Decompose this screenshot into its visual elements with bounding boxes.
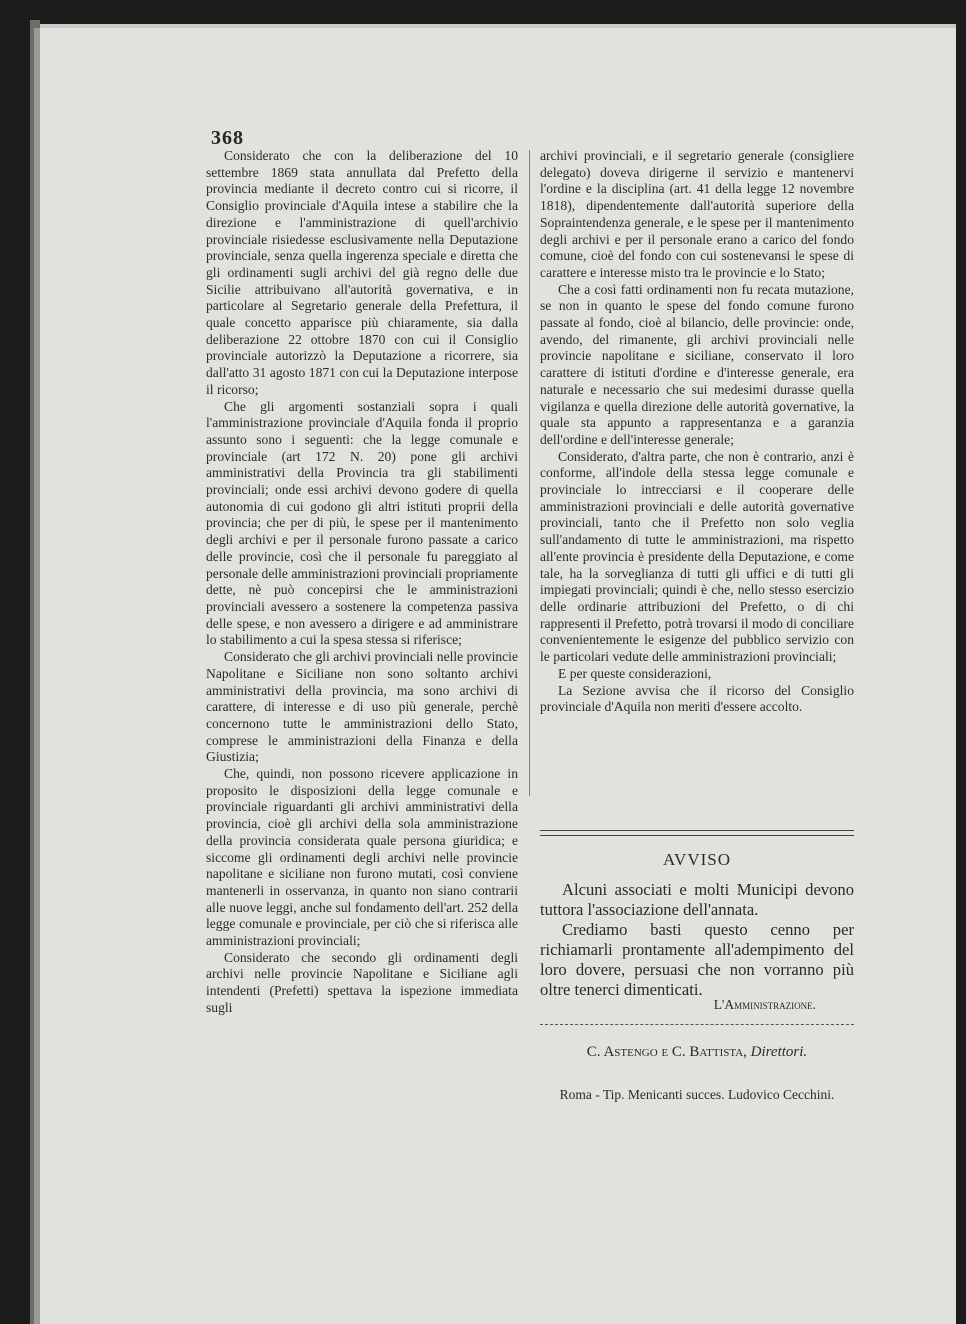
paragraph: Che gli argomenti sostanziali sopra i quali l'amministrazione provinciale d'Aquila fonda il proprio assunto sono i seguenti: che la legge comunale e provinciale (art 172 N. 20) pone gli archivi amministrativi della Provincia tra gli stabilimenti provinciali; onde essi archivi devono godere di quella autonomia di cui godono gli altri istituti proprii della provincia; che per di più, le spese per il mantenimento degli archivi e per il personale furono passate a carico delle provincie, così che il personale fu pareggiato al personale delle amministrazioni provinciali propriamente dette, nè può concepirsi che le amministrazioni provinciali avessero a sostenere la competenza passiva delle spese, e non avessero a dirigere e ad amministrare lo stabilimento a cui la spesa stessa si riferisce; xyxy=(206,398,518,648)
directors-role: Direttori. xyxy=(750,1044,808,1060)
printer-imprint: Roma - Tip. Menicanti succes. Ludovico Cecchini. xyxy=(559,1087,835,1102)
notice-body xyxy=(540,880,854,1000)
paragraph: Considerato che secondo gli ordinamenti degli archivi nelle provincie Napolitane e Siciliane agli intendenti (Prefetti) spettava la ispezione immediata sugli xyxy=(206,949,518,1015)
notice-paragraph: Crediamo basti questo cenno per richiamarli prontamente all'adempimento del loro dovere, persuasi che non vorranno più oltre tenerci dimenticati. xyxy=(540,920,854,999)
column-divider xyxy=(529,150,530,796)
right-column xyxy=(540,148,854,716)
left-column xyxy=(206,148,518,1017)
directors-names: C. Astengo e C. Battista, xyxy=(586,1044,747,1060)
signature-divider xyxy=(540,1024,854,1025)
notice-signature: L'Amministrazione. xyxy=(713,997,816,1012)
paragraph: Che a così fatti ordinamenti non fu recata mutazione, se non in quanto le spese del fondo comune furono passate al fondo, cioè al bilancio, delle provincie: onde, avendo, del rimanente, gli archivi provinciali nelle provincie napolitane e siciliane, conservato il loro carattere di istituti d'ordine e d'interesse generale, era naturale e necessario che sui medesimi durasse quella vigilanza e quella direzione delle autorità governative, la quale sta appunto a rappresentanza e a garanzia dell'ordine e dell'interesse generale; xyxy=(540,281,854,447)
paragraph: Considerato che con la deliberazione del 10 settembre 1869 stata annullata dal Prefetto della provincia mediante il decreto contro cui si ricorre, il Consiglio provinciale d'Aquila intese a stabilire che la direzione e l'amministrazione di quell'archivio provinciale risiedesse esclusivamente nella Deputazione provinciale, senza quella ingerenza speciale e diretta che gli ordinamenti sugli archivi del già regno delle due Sicilie attribuivano all'autorità governativa, e in particolare al Segretario generale della Prefettura, il quale concetto apparisce più chiaramente, sia dalla deliberazione 22 ottobre 1870 con cui il Consiglio provinciale autorizzò la Deputazione a ricorrere, sia dall'atto 31 agosto 1871 con cui la Deputazione interpose il ricorso; xyxy=(206,148,518,397)
paragraph: E per queste considerazioni, xyxy=(558,665,712,681)
notice-title: AVVISO xyxy=(662,850,732,869)
notice-paragraph: Alcuni associati e molti Municipi devono tuttora l'associazione dell'annata. xyxy=(540,880,854,919)
paragraph: Considerato che gli archivi provinciali nelle provincie Napolitane e Siciliane non sono soltanto archivi amministrativi della provincia, ma sono archivi di carattere, di interesse e di uso più generale, perchè concernono tutte le amministrazioni dello Stato, comprese le amministrazioni della Finanza e della Giustizia; xyxy=(206,649,518,765)
directors-line xyxy=(540,1044,854,1061)
paragraph: Considerato, d'altra parte, che non è contrario, anzi è conforme, all'indole della stessa legge comunale e provinciale lo intrecciarsi e il cooperare delle amministrazioni provinciali e delle autorità governative provinciali, tanto che il Prefetto non solo veglia sull'andamento di tutte le amministrazioni, ma rispetto all'ente provincia è presidente della Deputazione, e come tale, ha la sorveglianza di tutti gli uffici e di tutti gli impiegati provinciali; quindi è che, nello stesso esercizio delle ordinarie attribuzioni del Prefetto, o di chi rappresenti il Prefetto, potrà trovarsi il modo di conciliare convenientemente le esigenze del pubblico servizio con le particolari vedute delle amministrazioni provinciali; xyxy=(540,448,854,665)
paragraph: La Sezione avvisa che il ricorso del Consiglio provinciale d'Aquila non meriti d'essere accolto. xyxy=(540,682,854,715)
page-number: 368 xyxy=(211,127,244,149)
page-edge xyxy=(30,20,40,1324)
paragraph: Che, quindi, non possono ricevere applicazione in proposito le disposizioni della legge comunale e provinciale riguardanti gli archivi amministrativi della provincia, cioè gli archivi della sola amministrazione della provincia considerata quale persona giuridica; e siccome gli ordinamenti degli archivi nelle provincie napolitane e siciliane non furono mutati, così conviene mantenerli in osservanza, in quanto non siano contrarii alle nuove leggi, anche sul fondamento dell'art. 252 della legge comunale e provinciale, per ciò che si riferisca alle amministrazioni provinciali; xyxy=(206,766,518,949)
paragraph: archivi provinciali, e il segretario generale (consigliere delegato) doveva dirigerne il servizio e mantenervi l'ordine e la disciplina (art. 41 della legge 12 novembre 1818), dipendentemente dall'autorità superiore della Sopraintendenza generale, e le spese per il mantenimento degli archivi e per il personale erano a carico del fondo comune, cioè del fondo con cui sostenevansi le spese di carattere e interesse misto tra le provincie e lo Stato; xyxy=(540,148,854,280)
section-divider xyxy=(540,830,854,836)
